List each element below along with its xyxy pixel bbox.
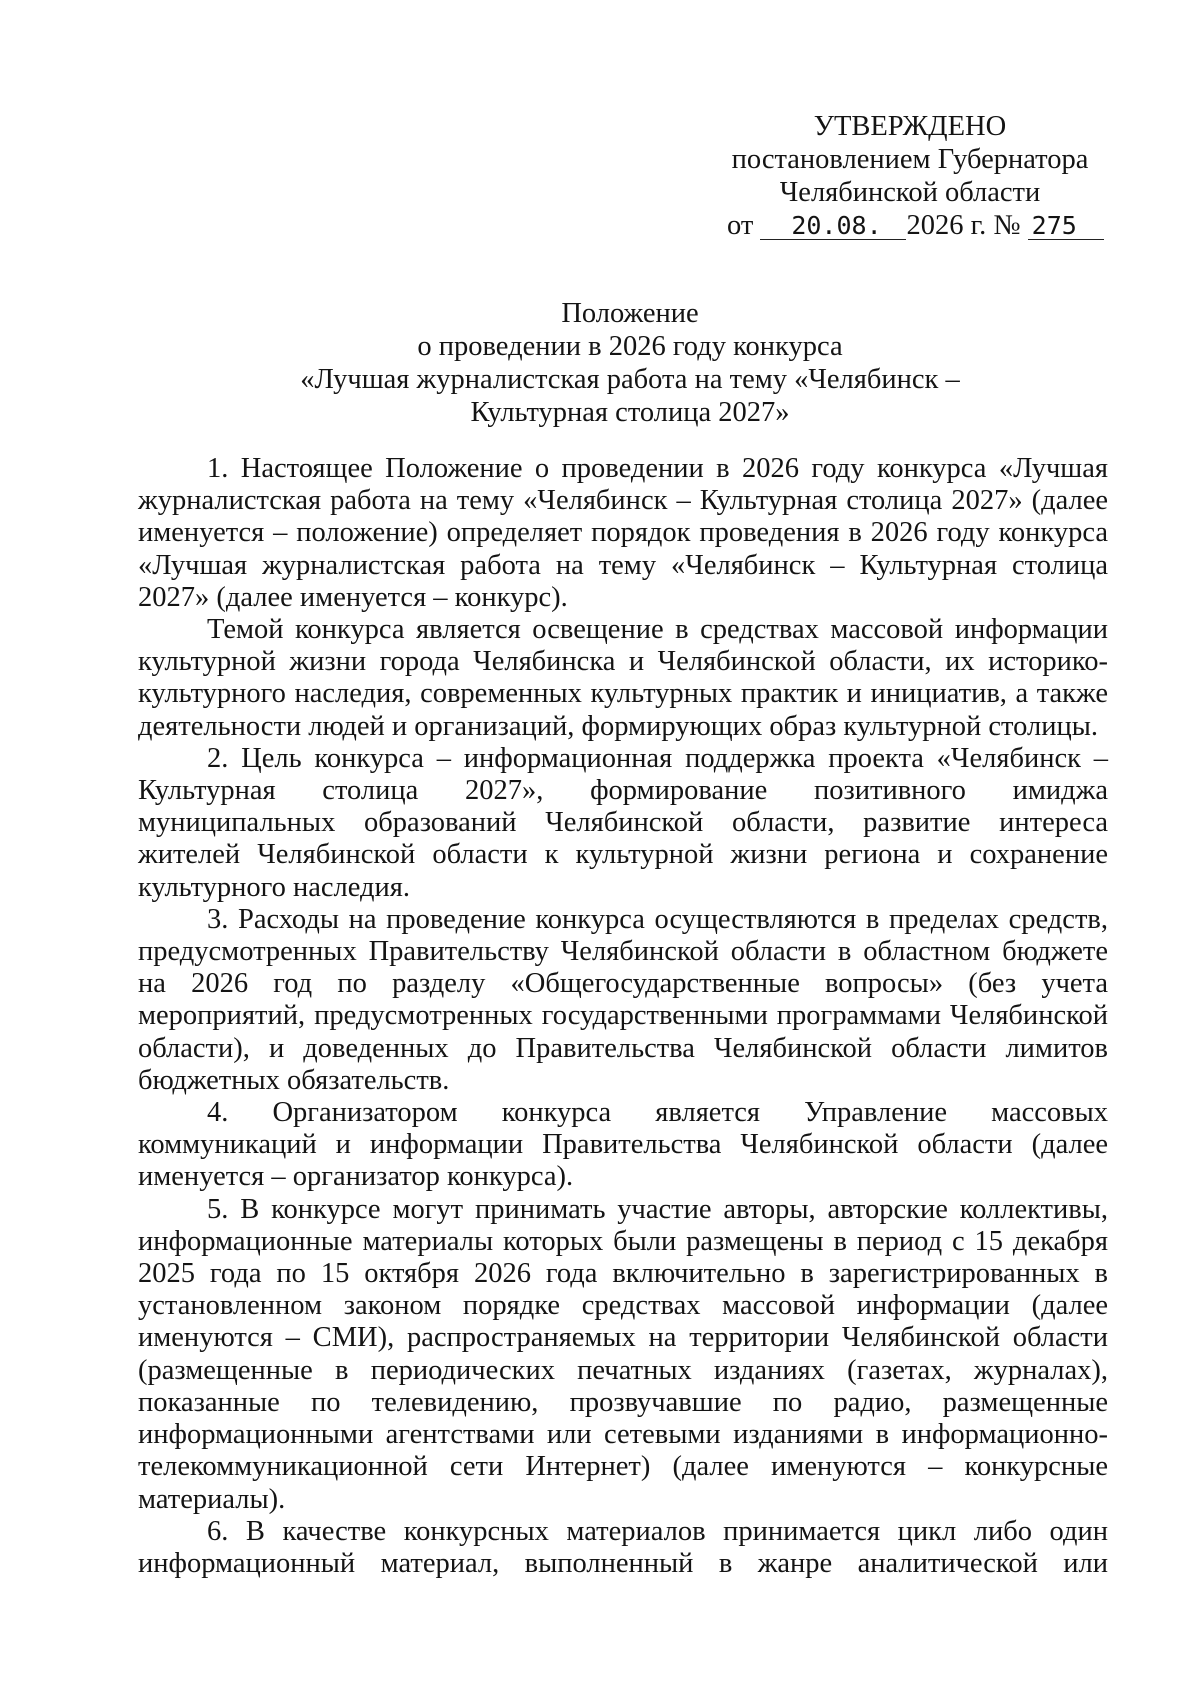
title-line-4: Культурная столица 2027» (470, 397, 790, 428)
title-line-2: о проведении в 2026 году конкурса (417, 331, 843, 362)
date-prefix: от (727, 210, 754, 241)
paragraph-1: 1. Настоящее Положение о проведении в 2026 году конкурса «Лучшая журналистская работа на тему «Челябинск – Культурная столица 2027» (далее именуется – положение) определяет порядок проведения в 2026 году конкурса «Лучшая журналистская работа на тему «Челябинск – Культурная столица 2027» (далее именуется – конкурс). (138, 453, 1108, 613)
year-text: 2026 г. № (906, 210, 1021, 241)
paragraph-6: 6. В качестве конкурсных материалов принимается цикл либо один информационный материал, выполненный в жанре аналитической или (138, 1515, 1108, 1579)
paragraph-3: 3. Расходы на проведение конкурса осуществляются в пределах средств, предусмотренных Правительству Челябинской области в областном бюджете на 2026 год по разделу «Общегосударственные вопросы» (без учета мероприятий, предусмотренных государственными программами Челябинской области), и доведенных до Правительства Челябинской области лимитов бюджетных обязательств. (138, 903, 1108, 1096)
paragraph-5: 5. В конкурсе могут принимать участие авторы, авторские коллективы, информационные материалы которых были размещены в период с 15 декабря 2025 года по 15 октября 2026 года включительно в зарегистрированных в установленном законом порядке средствах массовой информации (далее именуются – СМИ), распространяемых на территории Челябинской области (размещенные в периодических печатных изданиях (газетах, журналах), показанные по телевидению, прозвучавшие по радио, размещенные информационными агентствами или сетевыми изданиями в информационно-телекоммуникационной сети Интернет) (далее именуются – конкурсные материалы). (138, 1193, 1108, 1515)
paragraph-2: 2. Цель конкурса – информационная поддержка проекта «Челябинск – Культурная столица 2027», формирование позитивного имиджа муниципальных образований Челябинской области, развитие интереса жителей Челябинской области к культурной жизни региона и сохранение культурного наследия. (138, 742, 1108, 903)
approval-stamp (725, 110, 1095, 242)
document-number: 275 (1028, 213, 1104, 240)
title-line-1: Положение (561, 298, 699, 329)
date-value: 20.08. (760, 213, 906, 240)
approval-region: Челябинской области (779, 177, 1041, 208)
approval-issuer: постановлением Губернатора (731, 144, 1089, 175)
approval-heading: УТВЕРЖДЕНО (813, 111, 1007, 142)
title-line-3: «Лучшая журналистская работа на тему «Челябинск – (300, 364, 960, 395)
document-title (140, 297, 1120, 429)
approval-date-line (725, 209, 1095, 242)
document-body (138, 453, 1108, 1580)
paragraph-1-theme: Темой конкурса является освещение в средствах массовой информации культурной жизни города Челябинска и Челябинской области, их историко-культурного наследия, современных культурных практик и инициатив, а также деятельности людей и организаций, формирующих образ культурной столицы. (138, 614, 1108, 742)
paragraph-4: 4. Организатором конкурса является Управление массовых коммуникаций и информации Правительства Челябинской области (далее именуется – организатор конкурса). (138, 1097, 1108, 1193)
